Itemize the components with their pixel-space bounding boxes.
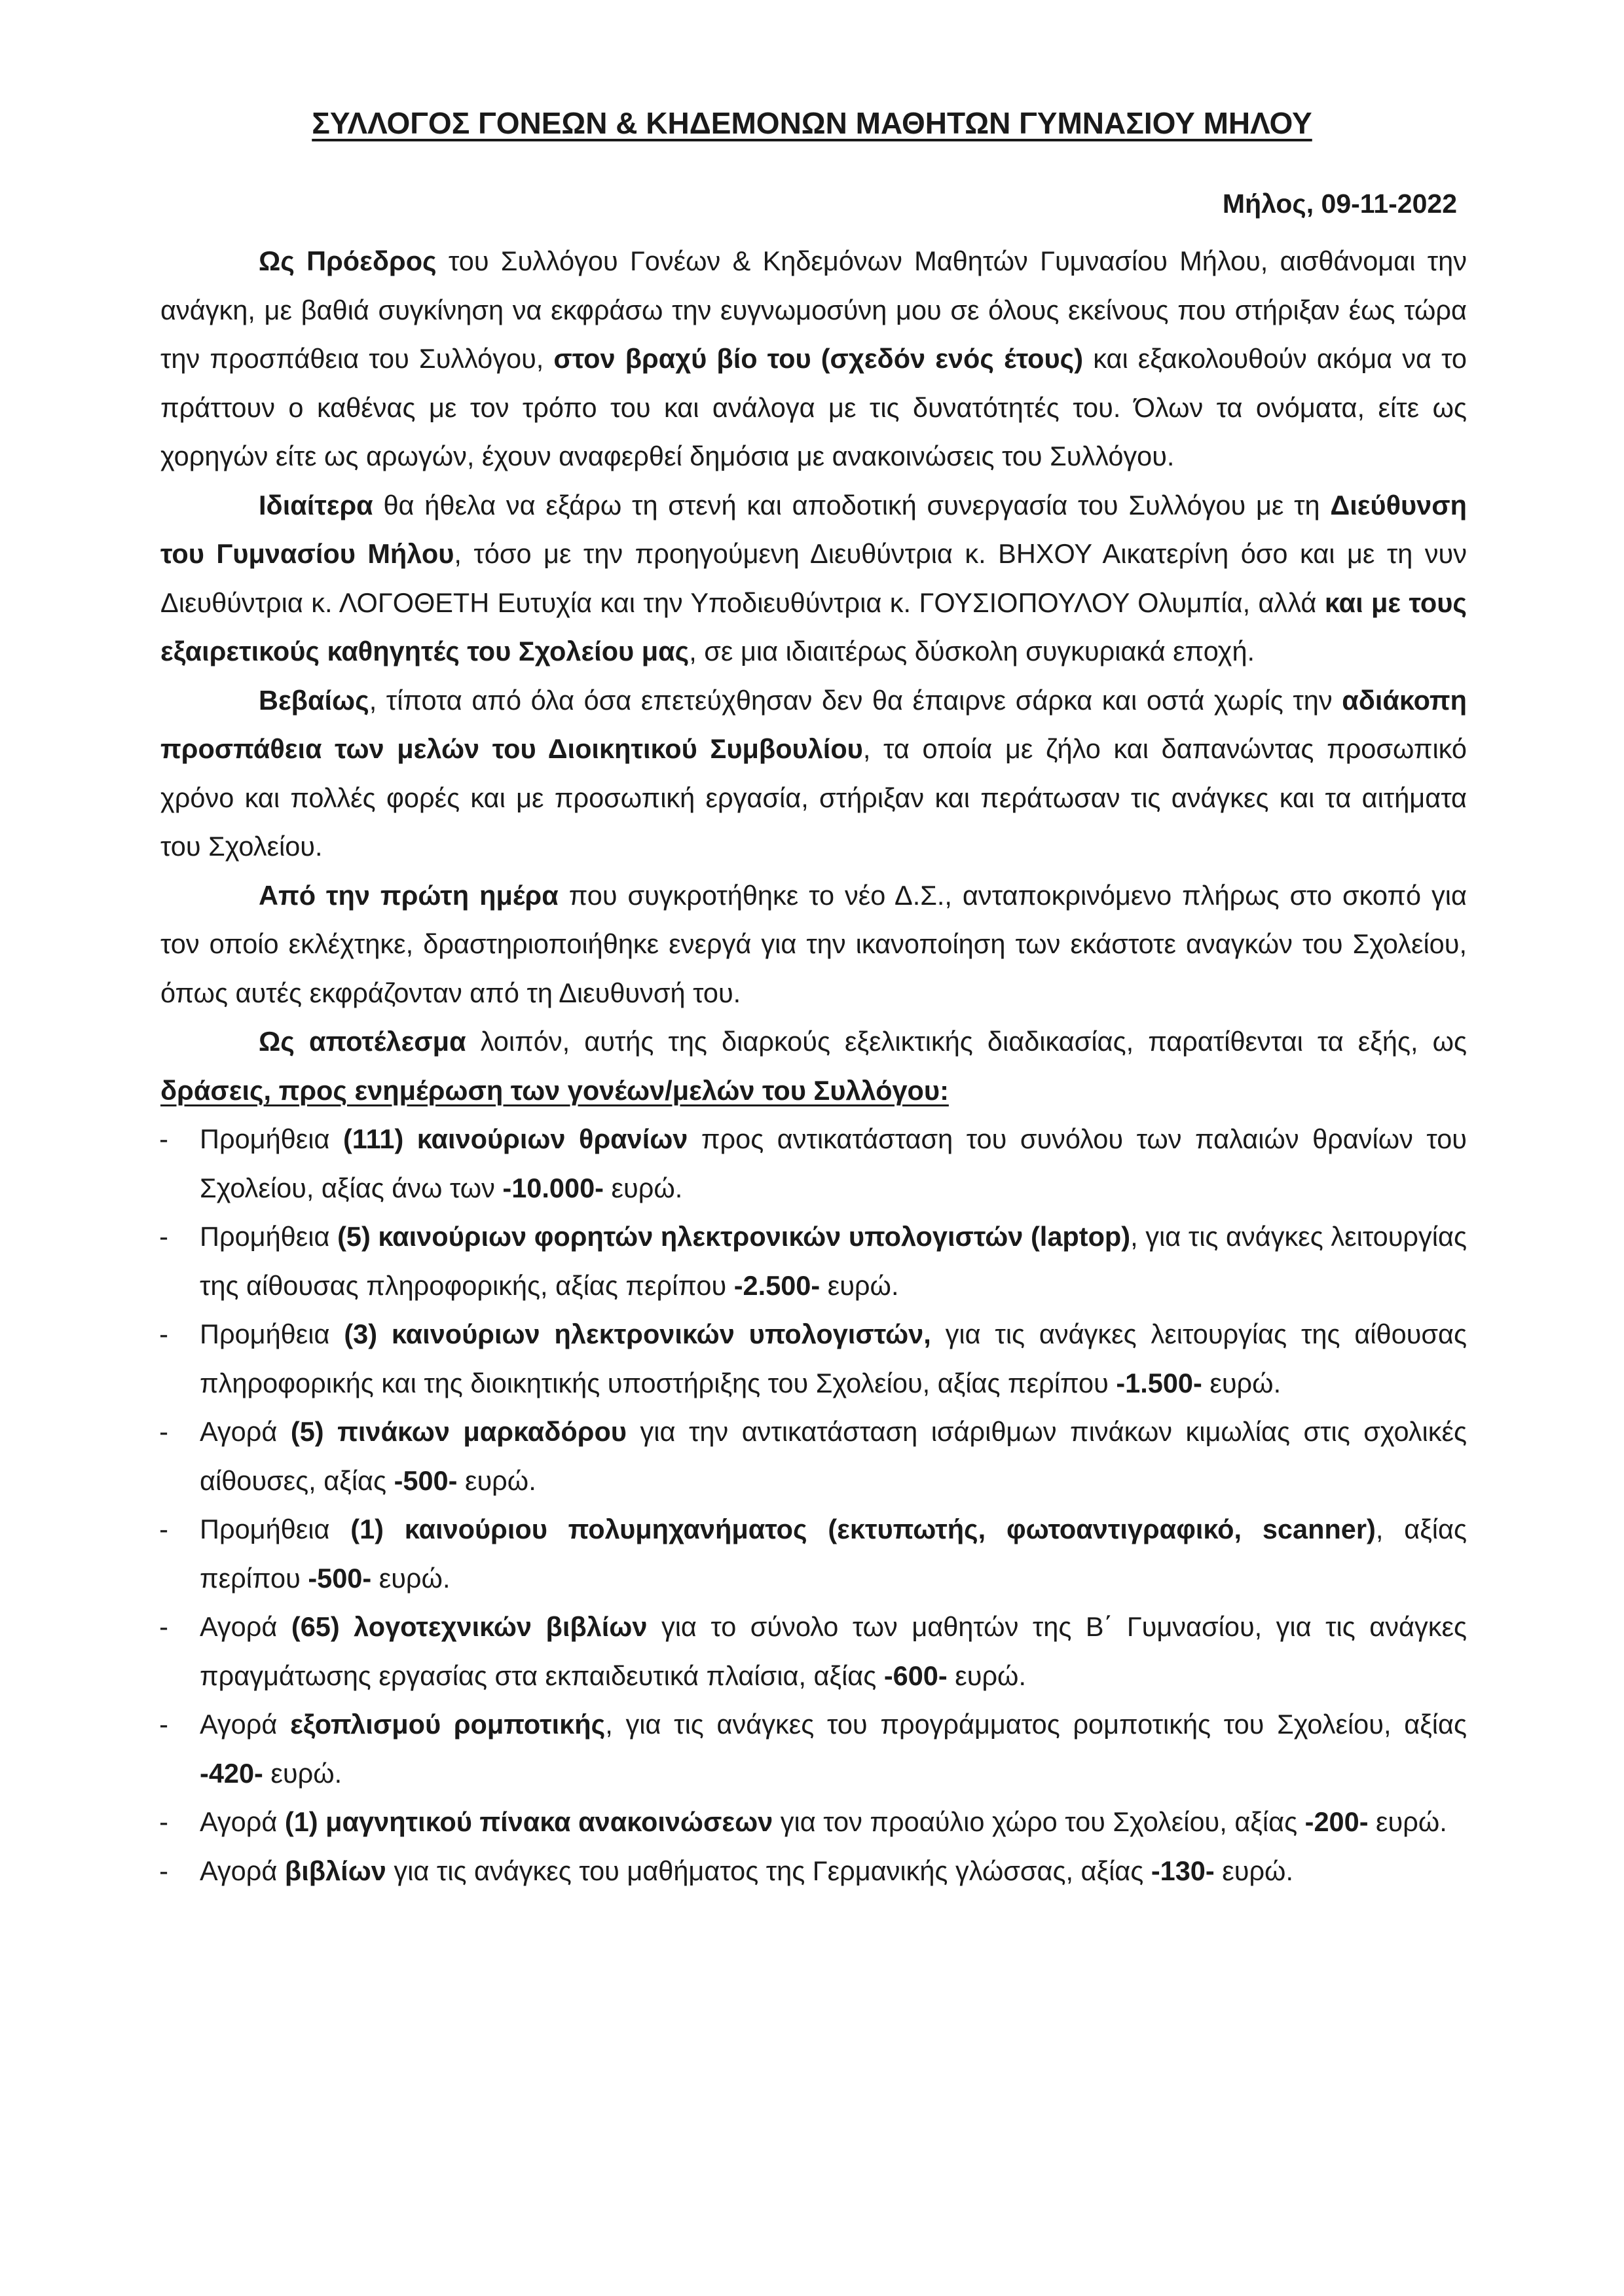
list-item bbox=[160, 1798, 1467, 1847]
paragraph-first-day bbox=[160, 871, 1467, 1018]
list-item bbox=[160, 1115, 1467, 1212]
paragraph-board bbox=[160, 676, 1467, 871]
list-item bbox=[160, 1505, 1467, 1603]
item-text: ευρώ. bbox=[457, 1465, 536, 1496]
paragraph-lead: Από την πρώτη ημέρα bbox=[259, 879, 559, 911]
list-dash: - bbox=[159, 1319, 168, 1349]
paragraph-cooperation bbox=[160, 481, 1467, 676]
item-emphasis: (1) μαγνητικού πίνακα ανακοινώσεων bbox=[284, 1806, 773, 1837]
item-emphasis: εξοπλισμού ρομποτικής bbox=[290, 1709, 606, 1740]
list-item bbox=[160, 1212, 1467, 1310]
item-text: Προμήθεια bbox=[200, 1319, 344, 1349]
paragraph-gratitude bbox=[160, 237, 1467, 481]
list-item bbox=[160, 1847, 1467, 1896]
item-emphasis: (111) καινούριων θρανίων bbox=[342, 1123, 688, 1154]
list-dash: - bbox=[159, 1221, 168, 1252]
list-dash: - bbox=[159, 1709, 168, 1740]
item-text: Αγορά bbox=[200, 1806, 285, 1837]
actions-list bbox=[160, 1115, 1467, 1895]
paragraph-lead: Βεβαίως bbox=[259, 684, 369, 716]
paragraph-emphasis: Διεύθυνση του Γυμνασίου Μήλου bbox=[160, 489, 1467, 569]
list-item bbox=[160, 1603, 1467, 1700]
item-text: ευρώ. bbox=[263, 1757, 342, 1789]
paragraph-text: , τόσο με την προηγούμενη Διευθύντρια κ. ΒΗΧΟΥ Αικατερίνη όσο και με τη νυν Διευθύντρια κ. ΛΟΓΟΘΕΤΗ Ευτυχία και την Υποδιευθύντρια κ. ΓΟΥΣΙΟΠΟΥΛΟΥ Ολυμπία, αλλά bbox=[160, 538, 1467, 618]
item-amount: -2.500- bbox=[733, 1269, 821, 1301]
paragraph-text: , τίποτα από όλα όσα επετεύχθησαν δεν θα έπαιρνε σάρκα και οστά χωρίς την bbox=[369, 684, 1342, 716]
paragraph-text: θα ήθελα να εξάρω τη στενή και αποδοτική συνεργασία του Συλλόγου με τη bbox=[373, 489, 1331, 520]
list-dash: - bbox=[159, 1514, 168, 1544]
document-title: ΣΥΛΛΟΓΟΣ ΓΟΝΕΩΝ & ΚΗΔΕΜΟΝΩΝ ΜΑΘΗΤΩΝ ΓΥΜΝΑΣΙΟΥ ΜΗΛΟΥ bbox=[312, 106, 1312, 140]
item-text: για την αντικατάσταση ισάριθμων πινάκων κιμωλίας στις σχολικές αίθουσες, αξίας bbox=[200, 1416, 1467, 1496]
paragraph-text: του Συλλόγου Γονέων & Κηδεμόνων Μαθητών Γυμνασίου Μήλου, αισθάνομαι την ανάγκη, με βαθιά συγκίνηση να εκφράσω την ευγνωμοσύνη μου σε όλους εκείνους που στήριξαν έως τώρα την προσπάθεια του Συλλόγου, bbox=[160, 246, 1467, 374]
paragraph-text: που συγκροτήθηκε το νέο Δ.Σ., ανταποκρινόμενο πλήρως στο σκοπό για τον οποίο εκλέχτηκε, δραστηριοποιήθηκε ενεργά για την ικανοποίηση των εκάστοτε αναγκών του Σχολείου, όπως αυτές εκφράζονταν από τη Διευθυνσή του. bbox=[160, 879, 1467, 1008]
item-emphasis: (1) καινούριου πολυμηχανήματος (εκτυπωτής, φωτοαντιγραφικό, scanner) bbox=[350, 1514, 1376, 1544]
item-text: ευρώ. bbox=[371, 1562, 451, 1594]
item-amount: -500- bbox=[394, 1465, 458, 1496]
paragraph-emphasis: και με τους εξαιρετικούς καθηγητές του Σχολείου μας bbox=[160, 587, 1467, 666]
list-item bbox=[160, 1310, 1467, 1408]
item-text: για το σύνολο των μαθητών της Β΄ Γυμνασίου, για τις ανάγκες πραγμάτωσης εργασίας στα εκπαιδευτικά πλαίσια, αξίας bbox=[200, 1611, 1467, 1691]
item-text: Προμήθεια bbox=[200, 1514, 351, 1544]
item-text: ευρώ. bbox=[1214, 1855, 1293, 1886]
list-dash: - bbox=[159, 1855, 168, 1886]
item-amount: -10.000- bbox=[502, 1172, 604, 1203]
item-text: ευρώ. bbox=[1368, 1806, 1447, 1837]
list-dash: - bbox=[159, 1611, 168, 1642]
paragraph-lead: Ως αποτέλεσμα bbox=[259, 1026, 466, 1057]
item-text: για τις ανάγκες του μαθήματος της Γερμανικής γλώσσας, αξίας bbox=[386, 1855, 1151, 1886]
item-emphasis: (5) καινούριων φορητών ηλεκτρονικών υπολογιστών (laptop) bbox=[337, 1221, 1131, 1252]
item-amount: -420- bbox=[200, 1757, 263, 1789]
item-text: για τις ανάγκες λειτουργίας της αίθουσας πληροφορικής και της διοικητικής υποστήριξης του Σχολείου, αξίας περίπου bbox=[200, 1319, 1467, 1398]
list-item bbox=[160, 1408, 1467, 1505]
paragraph-emphasis: αδιάκοπη προσπάθεια των μελών του Διοικητικού Συμβουλίου bbox=[160, 684, 1467, 764]
item-text: ευρώ. bbox=[947, 1660, 1026, 1691]
list-dash: - bbox=[159, 1416, 168, 1447]
item-text: ευρώ. bbox=[603, 1172, 683, 1203]
item-amount: -600- bbox=[883, 1660, 948, 1691]
item-text: , για τις ανάγκες λειτουργίας της αίθουσας πληροφορικής, αξίας περίπου bbox=[200, 1221, 1467, 1301]
item-amount: -130- bbox=[1151, 1855, 1215, 1886]
item-text: , αξίας περίπου bbox=[200, 1514, 1467, 1594]
item-amount: -200- bbox=[1304, 1806, 1369, 1837]
item-emphasis: (3) καινούριων ηλεκτρονικών υπολογιστών, bbox=[344, 1319, 931, 1349]
list-item bbox=[160, 1700, 1467, 1798]
item-emphasis: (65) λογοτεχνικών βιβλίων bbox=[291, 1611, 648, 1642]
item-text: Αγορά bbox=[200, 1416, 291, 1447]
item-text: Αγορά bbox=[200, 1709, 291, 1740]
item-text: Προμήθεια bbox=[200, 1123, 343, 1154]
item-amount: -1.500- bbox=[1116, 1367, 1202, 1398]
document-body bbox=[160, 237, 1467, 1895]
item-text: , για τις ανάγκες του προγράμματος ρομποτικής του Σχολείου, αξίας bbox=[605, 1709, 1467, 1740]
paragraph-result bbox=[160, 1017, 1467, 1115]
item-emphasis: βιβλίων bbox=[284, 1855, 386, 1886]
item-text: ευρώ. bbox=[820, 1269, 899, 1301]
item-text: ευρώ. bbox=[1202, 1367, 1282, 1398]
item-text: Αγορά bbox=[200, 1611, 291, 1642]
list-dash: - bbox=[159, 1123, 168, 1154]
item-text: Αγορά bbox=[200, 1855, 285, 1886]
paragraph-emphasis-underlined: δράσεις, προς ενημέρωση των γονέων/μελών του Συλλόγου: bbox=[160, 1074, 949, 1106]
paragraph-lead: Ιδιαίτερα bbox=[259, 489, 373, 520]
item-text: Προμήθεια bbox=[200, 1221, 338, 1252]
list-dash: - bbox=[159, 1806, 168, 1837]
item-amount: -500- bbox=[308, 1562, 372, 1594]
item-text: για τον προαύλιο χώρο του Σχολείου, αξίας bbox=[773, 1806, 1305, 1837]
item-text: προς αντικατάσταση του συνόλου των παλαιών θρανίων του Σχολείου, αξίας άνω των bbox=[200, 1123, 1467, 1203]
paragraph-text: και εξακολουθούν ακόμα να το πράττουν ο καθένας με τον τρόπο του και ανάλογα με τις δυνατότητές του. Όλων τα ονόματα, είτε ως χορηγών είτε ως αρωγών, έχουν αναφερθεί δημόσια με ανακοινώσεις του Συλλόγου. bbox=[160, 343, 1467, 471]
paragraph-text: , σε μια ιδιαιτέρως δύσκολη συγκυριακά εποχή. bbox=[689, 636, 1255, 666]
paragraph-lead: Ως Πρόεδρος bbox=[259, 246, 437, 276]
paragraph-emphasis: στον βραχύ βίο του (σχεδόν ενός έτους) bbox=[553, 343, 1084, 374]
item-emphasis: (5) πινάκων μαρκαδόρου bbox=[290, 1416, 627, 1447]
paragraph-text: λοιπόν, αυτής της διαρκούς εξελικτικής διαδικασίας, παρατίθενται τα εξής, ως bbox=[466, 1026, 1467, 1057]
paragraph-text: , τα οποία με ζήλο και δαπανώντας προσωπικό χρόνο και πολλές φορές και με προσωπική εργασία, στήριξαν και περάτωσαν τις ανάγκες και τα αιτήματα του Σχολείου. bbox=[160, 733, 1467, 862]
document-date: Μήλος, 09-11-2022 bbox=[1222, 189, 1457, 219]
